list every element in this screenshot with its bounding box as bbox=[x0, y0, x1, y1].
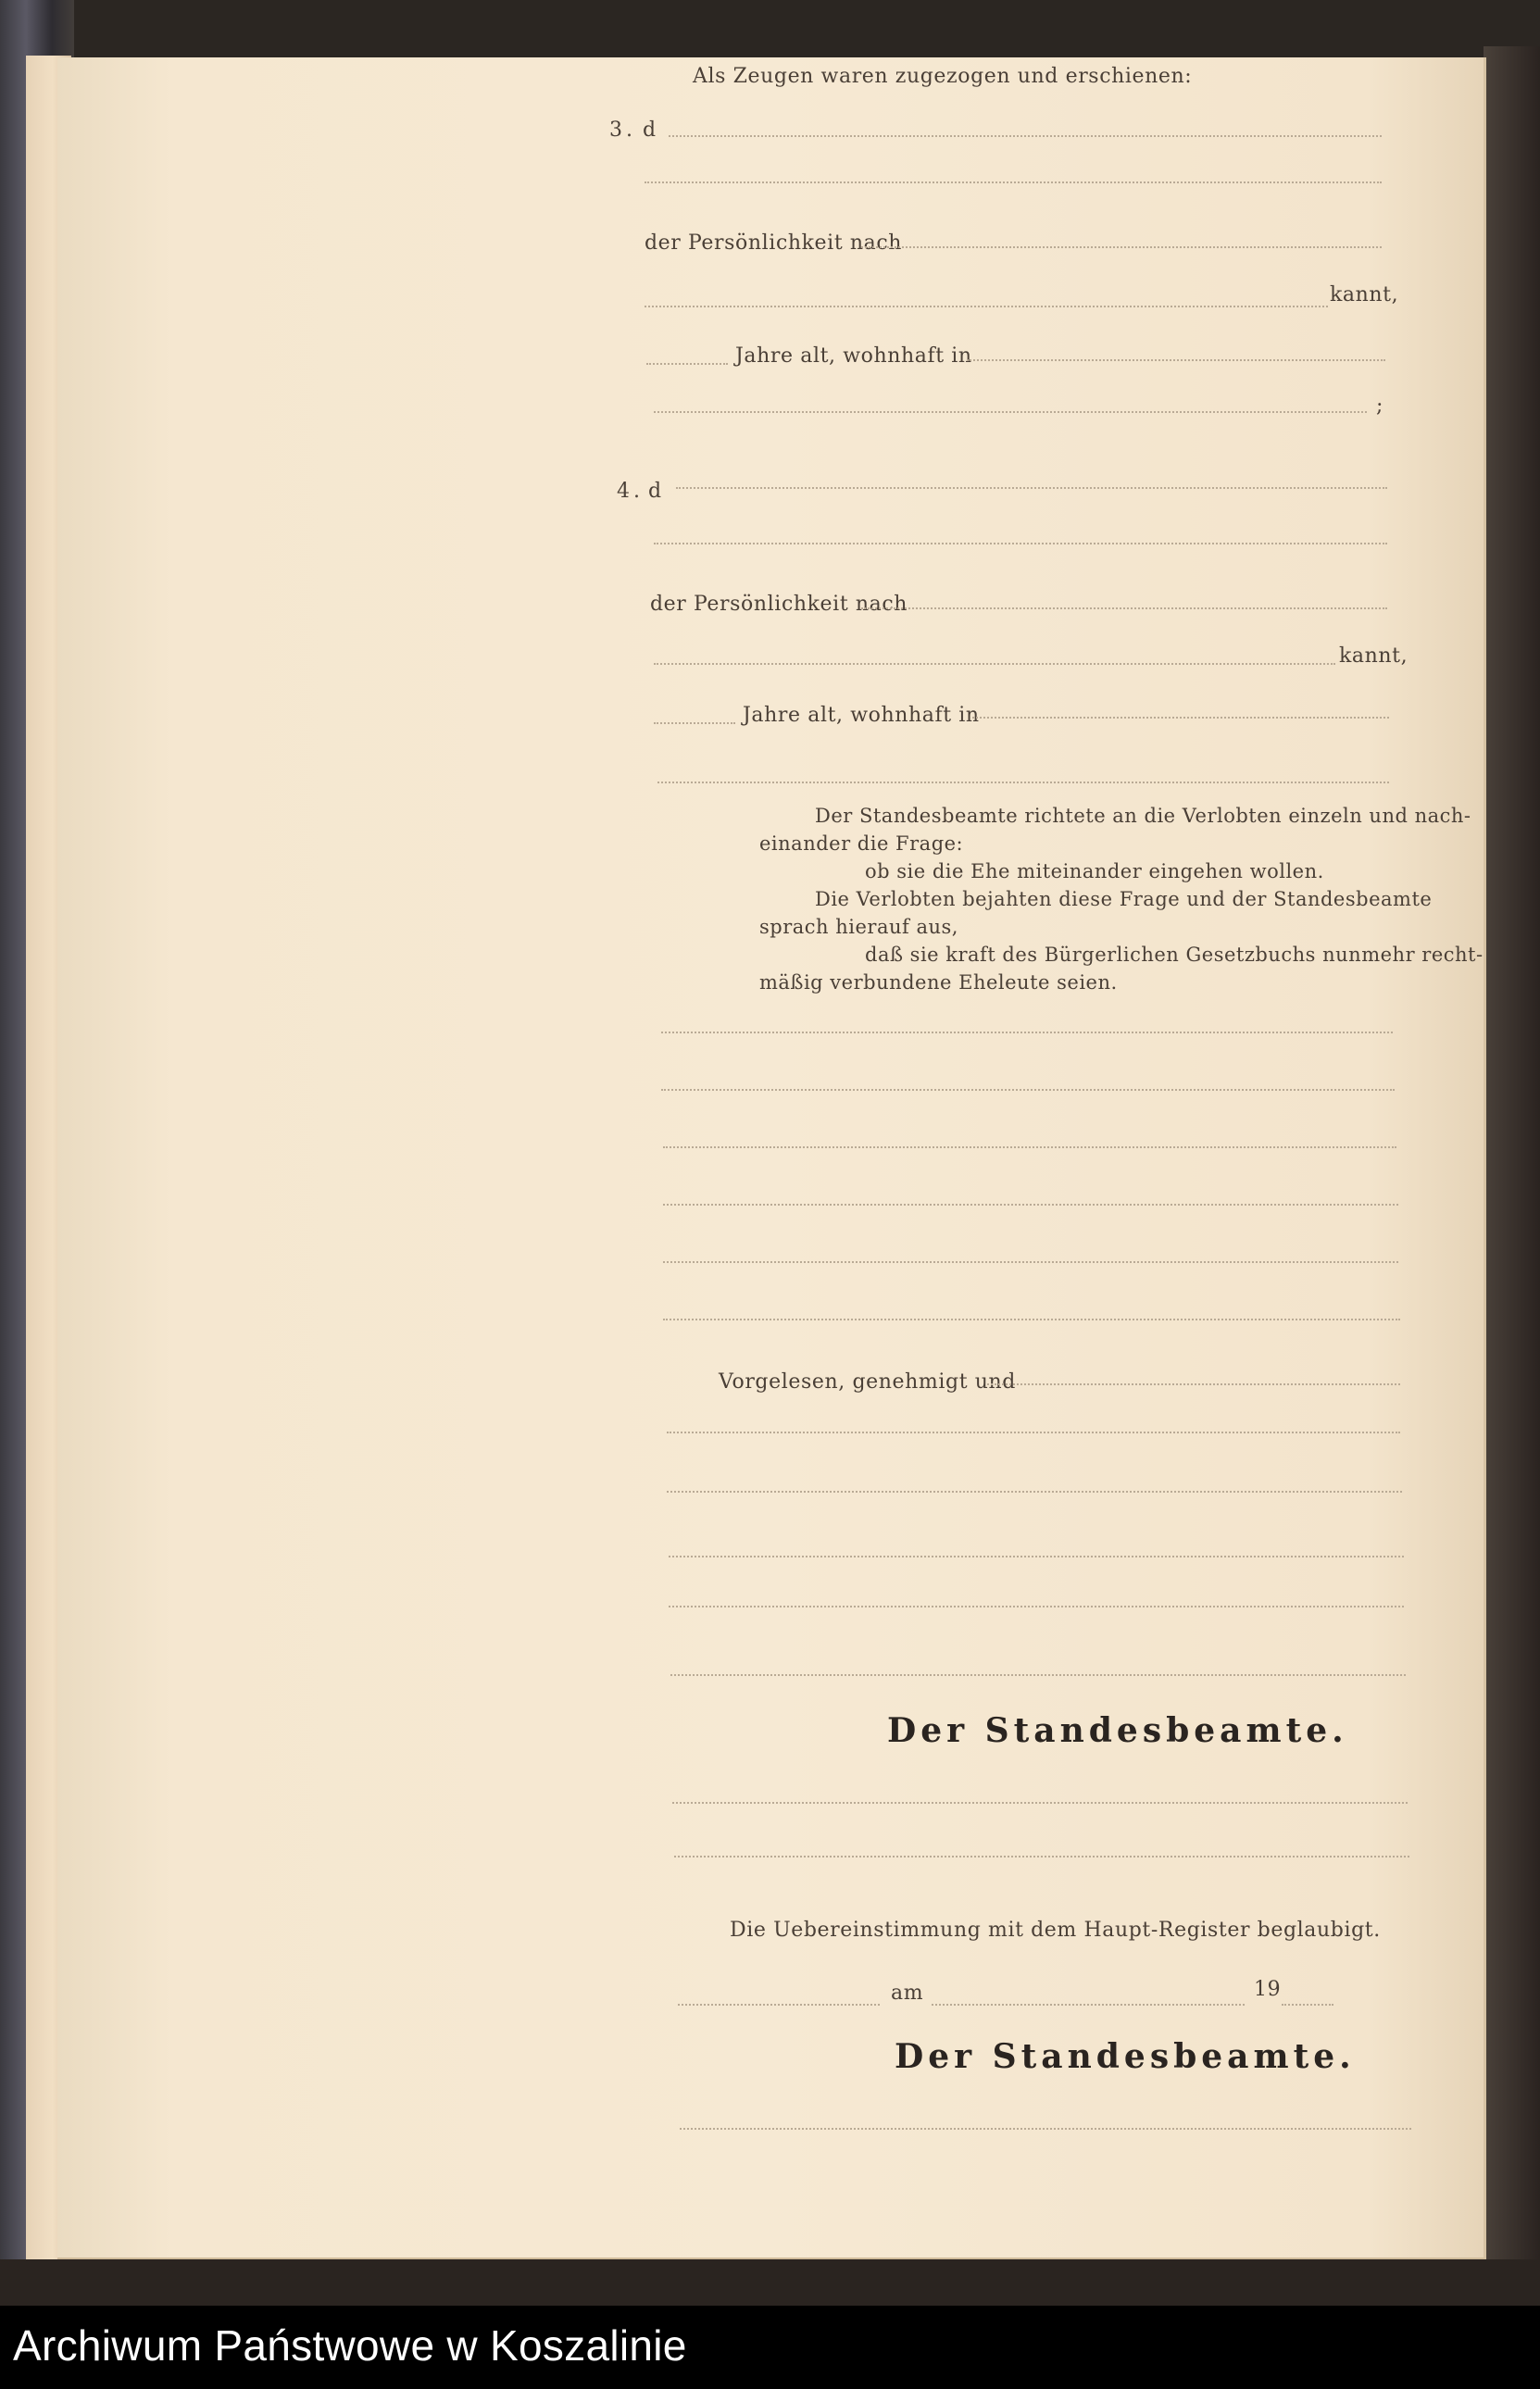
signature-line-4 bbox=[669, 1556, 1404, 1557]
archive-footer bbox=[0, 2306, 1540, 2389]
book-bottom-edge bbox=[0, 2259, 1540, 2306]
registrar-heading: Der Standesbeamte. bbox=[887, 1711, 1348, 1750]
declaration-line-5: sprach hierauf aus, bbox=[759, 916, 958, 938]
record-line-4 bbox=[663, 1204, 1398, 1206]
registrar-heading-2: Der Standesbeamte. bbox=[895, 2037, 1356, 2076]
witness-4-personality-label: der Persönlichkeit nach bbox=[650, 593, 908, 616]
certification-year-line bbox=[1282, 2004, 1333, 2006]
read-approved-label: Vorgelesen, genehmigt und bbox=[719, 1370, 1016, 1394]
record-line-6 bbox=[663, 1319, 1400, 1320]
declaration-line-3: ob sie die Ehe miteinander eingehen wollen. bbox=[865, 860, 1324, 882]
witness-4-residence-line bbox=[972, 717, 1389, 719]
certification-text: Die Uebereinstimmung mit dem Haupt-Register beglaubigt. bbox=[730, 1919, 1381, 1942]
witness-3-age-line bbox=[646, 363, 728, 365]
signature-line-1 bbox=[987, 1383, 1400, 1385]
witness-3-name-line bbox=[669, 135, 1382, 137]
declaration-line-2: einander die Frage: bbox=[759, 832, 964, 855]
witness-3-number: 3. bbox=[609, 119, 636, 142]
witness-3-residence-line bbox=[967, 359, 1385, 361]
registrar-signature-line-1 bbox=[672, 1802, 1408, 1804]
witness-4-age-residence-label: Jahre alt, wohnhaft in bbox=[743, 704, 980, 727]
book-cover-edge bbox=[1484, 46, 1540, 2269]
record-line-5 bbox=[663, 1261, 1398, 1263]
witnesses-intro: Als Zeugen waren zugezogen und erschienen: bbox=[693, 65, 1193, 88]
witness-4-known-line bbox=[654, 663, 1335, 665]
witness-3-age-residence-label: Jahre alt, wohnhaft in bbox=[735, 344, 972, 368]
witness-3-known-suffix: kannt, bbox=[1330, 283, 1399, 306]
signature-line-6 bbox=[670, 1674, 1406, 1676]
archive-name: Archiwum Państwowe w Koszalinie bbox=[13, 2321, 687, 2370]
witness-3-name-line-2 bbox=[645, 181, 1382, 183]
witness-4-name-line-2 bbox=[654, 543, 1387, 544]
certification-year: 19 bbox=[1254, 1978, 1282, 2001]
signature-line-3 bbox=[667, 1491, 1402, 1493]
certification-place-line bbox=[678, 2004, 880, 2006]
witness-4-number: 4. bbox=[617, 480, 644, 503]
signature-line-2 bbox=[667, 1432, 1400, 1433]
record-line-3 bbox=[663, 1146, 1396, 1148]
witness-3-known-line bbox=[645, 306, 1328, 307]
witness-3-residence-line-2 bbox=[654, 411, 1367, 413]
witness-4-known-suffix: kannt, bbox=[1339, 644, 1409, 668]
witness-4-name-line bbox=[676, 487, 1387, 489]
registrar-signature-line-2 bbox=[674, 1856, 1409, 1857]
record-line-2 bbox=[661, 1089, 1395, 1091]
declaration-line-4: Die Verlobten bejahten diese Frage und der Standesbeamte bbox=[815, 888, 1433, 910]
declaration-line-1: Der Standesbeamte richtete an die Verlobten einzeln und nach- bbox=[815, 805, 1471, 827]
witness-3-end-punct: ; bbox=[1376, 394, 1384, 418]
witness-3-personality-label: der Persönlichkeit nach bbox=[645, 231, 903, 255]
record-line-1 bbox=[661, 1032, 1393, 1033]
witness-4-residence-line-2 bbox=[657, 782, 1389, 783]
witness-4-prefix: d bbox=[648, 480, 662, 503]
witness-3-personality-line bbox=[861, 246, 1382, 248]
witness-4-age-line bbox=[654, 722, 735, 724]
certification-date-line bbox=[932, 2004, 1245, 2006]
certification-am: am bbox=[891, 1982, 924, 2005]
final-signature-line bbox=[680, 2128, 1411, 2130]
declaration-line-6: daß sie kraft des Bürgerlichen Gesetzbuchs nunmehr recht- bbox=[865, 944, 1484, 966]
signature-line-5 bbox=[669, 1606, 1404, 1607]
witness-4-personality-line bbox=[861, 607, 1387, 609]
declaration-line-7: mäßig verbundene Eheleute seien. bbox=[759, 971, 1118, 994]
witness-3-prefix: d bbox=[643, 119, 657, 142]
